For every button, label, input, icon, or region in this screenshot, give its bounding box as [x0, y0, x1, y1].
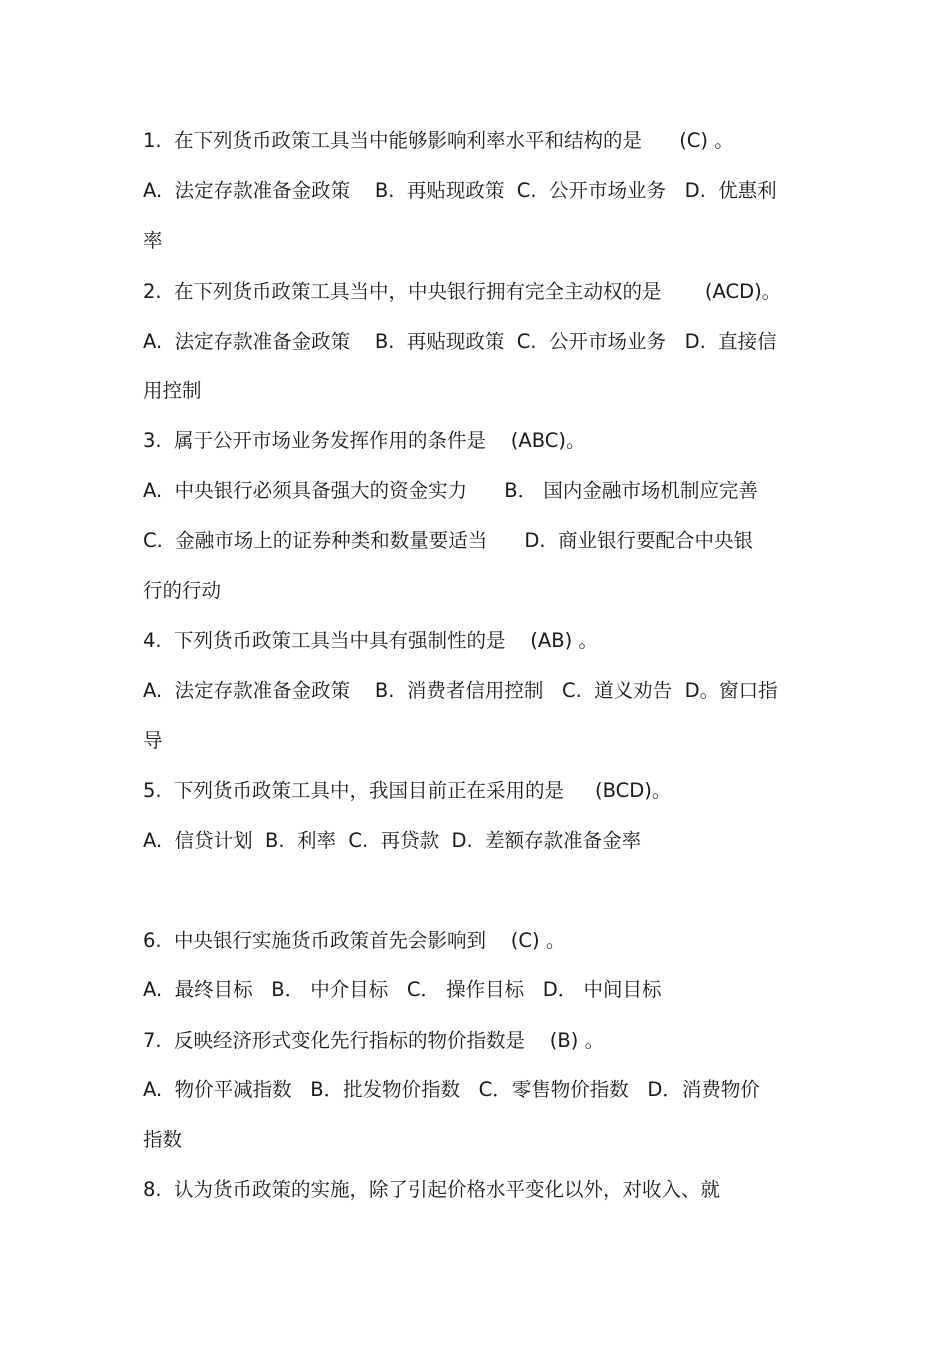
question-3-options-ab: A. 中央银行必须具备强大的资金实力 B． 国内金融市场机制应完善	[143, 479, 758, 502]
question-6-options: A. 最终目标 B． 中介目标 C． 操作目标 D． 中间目标	[143, 978, 662, 1001]
question-1-options-cont: 率	[143, 229, 163, 252]
question-5-options: A. 信贷计划 B. 利率 C. 再贷款 D. 差额存款准备金率	[143, 829, 642, 852]
question-8: 8. 认为货币政策的实施，除了引起价格水平变化以外，对收入、就	[143, 1178, 721, 1201]
question-4-options-cont: 导	[143, 729, 163, 752]
question-4-options: A. 法定存款准备金政策 B. 消费者信用控制 C. 道义劝告 D。窗口指	[143, 679, 778, 702]
question-3-options-cont: 行的行动	[143, 579, 222, 602]
question-2: 2. 在下列货币政策工具当中，中央银行拥有完全主动权的是 (ACD)。	[143, 280, 782, 303]
question-3-options-cd: C. 金融市场上的证券种类和数量要适当 D. 商业银行要配合中央银	[143, 529, 754, 552]
question-1: 1. 在下列货币政策工具当中能够影响利率水平和结构的是 (C) 。	[143, 129, 734, 152]
question-6: 6. 中央银行实施货币政策首先会影响到 (C) 。	[143, 929, 566, 952]
question-7: 7. 反映经济形式变化先行指标的物价指数是 (B) 。	[143, 1029, 605, 1052]
question-2-options: A. 法定存款准备金政策 B. 再贴现政策 C. 公开市场业务 D. 直接信	[143, 330, 777, 353]
question-2-options-cont: 用控制	[143, 379, 202, 402]
question-5: 5. 下列货币政策工具中，我国目前正在采用的是 (BCD)。	[143, 779, 672, 802]
question-3: 3. 属于公开市场业务发挥作用的条件是 (ABC)。	[143, 429, 586, 452]
question-4: 4. 下列货币政策工具当中具有强制性的是 (AB) 。	[143, 629, 598, 652]
question-7-options-cont: 指数	[143, 1128, 183, 1151]
question-1-options: A. 法定存款准备金政策 B. 再贴现政策 C. 公开市场业务 D. 优惠利	[143, 179, 777, 202]
question-7-options: A. 物价平减指数 B．批发物价指数 C．零售物价指数 D．消费物价	[143, 1078, 760, 1101]
